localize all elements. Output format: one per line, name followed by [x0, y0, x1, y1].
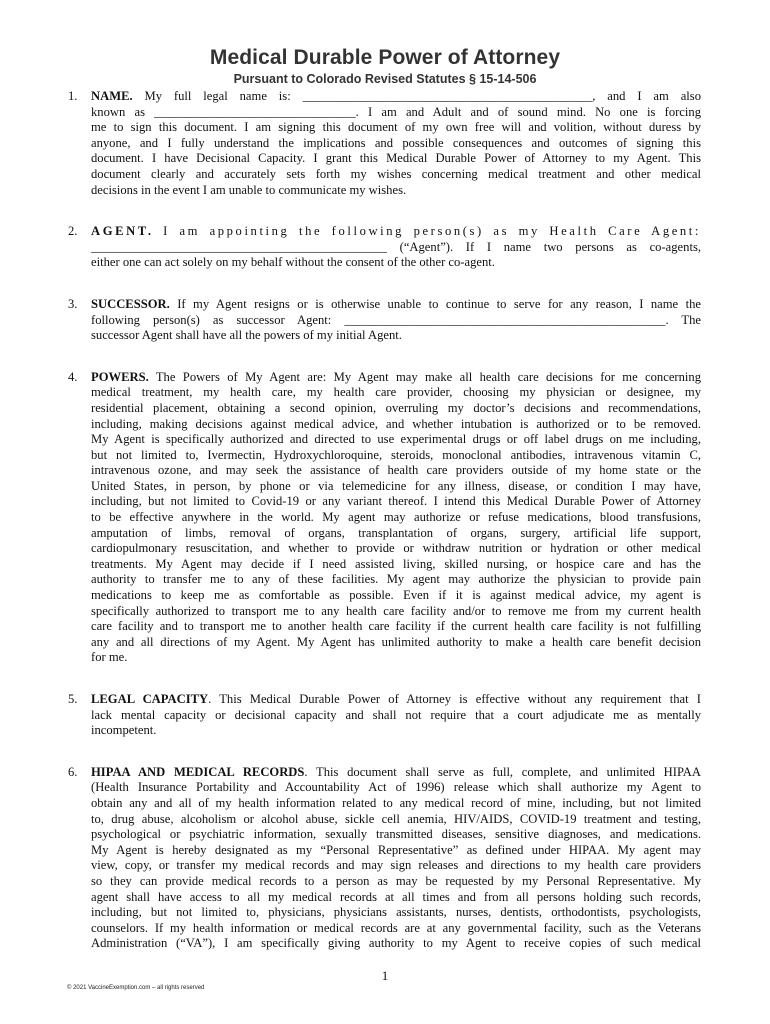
section-line	[91, 224, 701, 240]
section-line: including, but not limited to, physicians, physicians assistants, nurses, dentists, orthodontists, psychologists,	[91, 905, 701, 920]
section-line: following person(s) as successor Agent: ___________________________________________________. The	[91, 312, 701, 327]
section-line: specifically authorized to transport me to any health care facility and/or to remove me from my current health	[91, 603, 701, 618]
section-line	[91, 370, 701, 386]
section-line: so they can provide medical records to a person as may be requested by my Personal Representative. My	[91, 873, 701, 888]
section-line: including, making decisions against medical advice, and whether intubation is authorized or to be removed.	[91, 416, 701, 431]
section-line: cardiopulmonary resuscitation, and whether to provide or withdraw nutrition or hydration or other medical	[91, 541, 701, 556]
section-line	[91, 692, 701, 708]
section-line: United States, in person, by phone or via telemedicine for any illness, disease, or condition I may have,	[91, 478, 701, 493]
copyright-footer: © 2021 VaccineExemption.com – all rights reserved	[67, 985, 205, 991]
section-text: If my Agent resigns or is otherwise unable to continue to serve for any reason, I name the	[169, 296, 701, 311]
section-line: decisions in the event I am unable to communicate my wishes.	[91, 182, 407, 197]
section-number: 3.	[68, 296, 78, 311]
section-line	[91, 89, 701, 105]
section-line: document. I have Decisional Capacity. I grant this Medical Durable Power of Attorney to my Agent. This	[91, 151, 701, 166]
section-heading: SUCCESSOR.	[91, 296, 170, 311]
section-line: to be effective anywhere in the world. My agent may authorize or refuse medications, blood transfusions,	[91, 510, 701, 525]
section-line: authority to transfer me to any of these facilities. My agent may authorize the physician to provide pain	[91, 572, 701, 587]
page-number: 1	[381, 968, 389, 983]
section-text: . This Medical Durable Power of Attorney is effective without any requirement that I	[208, 692, 702, 706]
section-line: lack mental capacity or decisional capacity and shall not require that a court adjudicate me as mentally	[91, 707, 701, 722]
section-line: anyone, and I fully understand the implications and possible consequences and outcomes of signing this	[91, 135, 701, 150]
document-subtitle: Pursuant to Colorado Revised Statutes § 15-14-506	[233, 72, 537, 86]
section-line: _______________________________________________ (“Agent”). If I name two persons as co-agents,	[91, 239, 701, 254]
section-line: psychological or psychiatric information, sexually transmitted diseases, sensitive diagnoses, and medications.	[91, 827, 701, 842]
section-line: any and all directions of my Agent. My Agent has unlimited authority to make a health care benefit decision	[91, 634, 701, 649]
section-heading: NAME.	[91, 89, 133, 103]
section-line: document clearly and accurately sets forth my wishes concerning medical treatment and other medical	[91, 166, 701, 181]
section-line: agent shall have access to all my medical records at all times and from all persons holding such records,	[91, 889, 701, 904]
section-heading: AGENT.	[91, 224, 154, 239]
section-line: amputation of limbs, removal of organs, transplantation of organs, surgery, artificial life support,	[91, 525, 701, 540]
section-line	[91, 297, 701, 313]
document-title: Medical Durable Power of Attorney	[209, 46, 561, 69]
section-line: incompetent.	[91, 723, 157, 738]
section-line: to, drug abuse, alcoholism or alcohol abuse, sickle cell anemia, HIV/AIDS, COVID-19 treatment and testing,	[91, 811, 701, 826]
section-number: 6.	[68, 764, 78, 779]
section-number: 1.	[68, 89, 78, 103]
section-line: My Agent is hereby designated as my “Personal Representative” as defined under HIPAA. My agent may	[91, 842, 701, 857]
section-heading: HIPAA AND MEDICAL RECORDS	[91, 764, 305, 779]
section-number: 4.	[68, 369, 78, 384]
section-line: medications to keep me as comfortable as possible. Even if it is against medical advice, my agent is	[91, 588, 701, 603]
section-line: medical treatment, my health care, my health care provider, choosing my physician or designee, my	[91, 385, 701, 400]
section-line: care facility and to transport me to another health care facility if the current health care facility is not fulfilling	[91, 619, 701, 634]
section-line	[91, 765, 701, 781]
section-number: 2.	[68, 224, 78, 239]
section-line: counselors. If my health information or medical records are at any governmental facility, such as the Veterans	[91, 920, 701, 935]
section-line: either one can act solely on my behalf without the consent of the other co-agent.	[91, 255, 495, 270]
section-line: successor Agent shall have all the powers of my initial Agent.	[91, 328, 402, 343]
section-text: The Powers of My Agent are: My Agent may make all health care decisions for me concerning	[148, 369, 701, 384]
section-line: (Health Insurance Portability and Accountability Act of 1996) release which shall authorize my Agent to	[91, 780, 701, 795]
section-line: My Agent is specifically authorized and directed to use experimental drugs or off label drugs on me including,	[91, 432, 701, 447]
document-body	[0, 89, 770, 952]
section-hipaa	[68, 764, 701, 952]
section-line: obtain any and all of my health information related to any medical record of mine, including, but not limited	[91, 795, 701, 810]
section-agent	[68, 224, 701, 271]
section-powers	[68, 369, 701, 666]
section-line: Administration (“VA”), I am specifically giving authority to my Agent to receive copies of such medical	[91, 936, 701, 951]
section-line: me to sign this document. I am signing this document of my own free will and volition, without duress by	[91, 120, 701, 135]
section-heading: LEGAL CAPACITY	[91, 692, 209, 706]
section-name	[68, 89, 701, 198]
section-line: treatments. My Agent may decide if I need assisted living, skilled nursing, or hospice care and has the	[91, 556, 701, 571]
section-text: I am appointing the following person(s) as my Health Care Agent:	[153, 224, 701, 239]
section-number: 5.	[68, 692, 78, 706]
section-line: intravenous ozone, and may seek the assistance of health care providers outside of my home state or the	[91, 463, 701, 478]
section-successor	[68, 296, 701, 344]
section-legal-capacity	[68, 692, 702, 739]
section-line: view, copy, or transfer my medical records and may sign releases and directions to my health care providers	[91, 858, 701, 873]
section-text: My full legal name is: ______________________________________________, and I am also	[132, 89, 701, 103]
section-line: known as ________________________________. I am and Adult and of sound mind. No one is forcing	[91, 104, 701, 119]
section-heading: POWERS.	[91, 369, 149, 384]
section-line: but not limited to, Ivermectin, Hydroxychloroquine, steroids, monoclonal antibodies, intravenous vitamin C,	[91, 447, 701, 462]
section-line: for me.	[91, 650, 128, 665]
section-text: . This document shall serve as full, complete, and unlimited HIPAA	[304, 764, 701, 779]
section-line: residential placement, obtaining a second opinion, overruling my doctor’s decisions and recommendations,	[91, 400, 701, 415]
section-line: including, but not limited to Covid-19 or any variant thereof. I intend this Medical Durable Power of Attorney	[91, 494, 701, 509]
